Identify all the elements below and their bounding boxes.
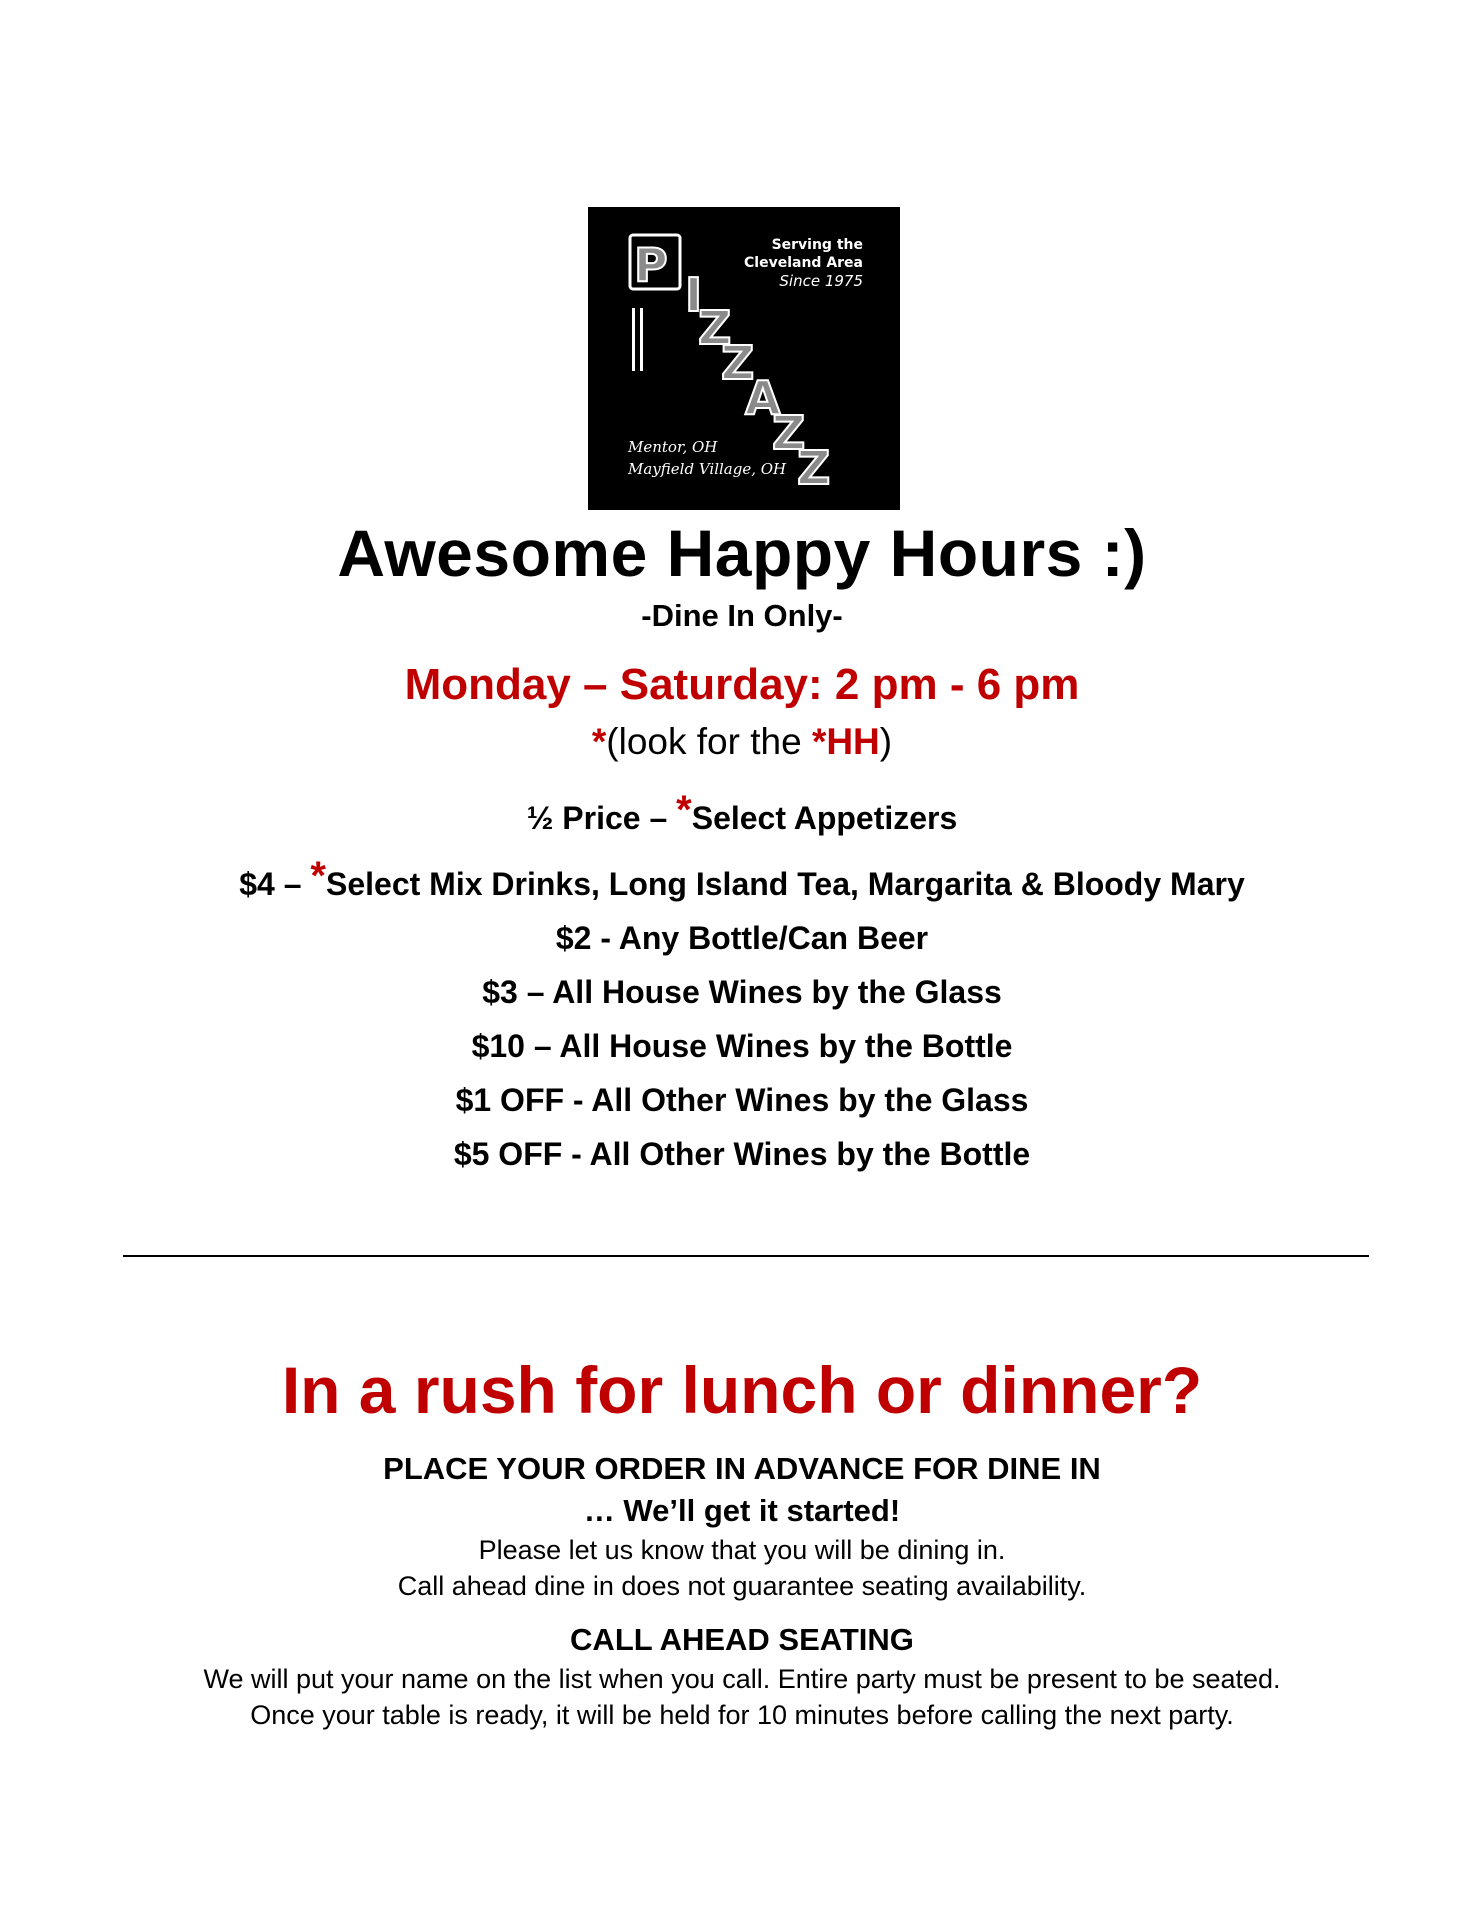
page-title: Awesome Happy Hours :) — [337, 516, 1147, 590]
rush-headline: In a rush for lunch or dinner? — [281, 1353, 1203, 1427]
special-item: $2 - Any Bottle/Can Beer — [555, 920, 929, 956]
divider — [123, 1255, 1369, 1257]
special-item: $3 – All House Wines by the Glass — [482, 974, 1002, 1010]
logo-letter: A — [745, 371, 781, 425]
logo-location: Mentor, OH — [628, 438, 718, 456]
special-text: Select Mix Drinks, Long Island Tea, Margarita & Bloody Mary — [326, 866, 1245, 902]
logo-letter: Z — [772, 406, 806, 460]
dine-in-only: -Dine In Only- — [641, 598, 843, 633]
hh-marker: *HH — [811, 721, 880, 762]
logo-tagline: Cleveland Area — [744, 255, 863, 271]
call-ahead-heading: CALL AHEAD SEATING — [570, 1622, 914, 1657]
special-item: $5 OFF - All Other Wines by the Bottle — [453, 1136, 1031, 1172]
logo-letter: Z — [698, 301, 732, 355]
logo-letter: I — [685, 268, 703, 322]
special-text: Select Appetizers — [691, 800, 958, 836]
asterisk-icon: * — [676, 788, 692, 832]
call-ahead-line: Once your table is ready, it will be held for 10 minutes before calling the next party. — [250, 1700, 1234, 1730]
look-for-text: (look for the — [606, 721, 812, 762]
logo-letter: P — [634, 238, 668, 292]
pizzazz-logo — [588, 207, 900, 510]
logo-tagline: Serving the — [771, 237, 863, 253]
seating-disclaimer: Call ahead dine in does not guarantee seating availability. — [397, 1571, 1087, 1601]
logo-tagline: Since 1975 — [779, 272, 863, 290]
logo-letter: Z — [797, 441, 831, 495]
special-price: $4 – — [239, 866, 311, 902]
special-item — [0, 854, 1484, 903]
special-item — [0, 788, 1484, 837]
place-order-heading: PLACE YOUR ORDER IN ADVANCE FOR DINE IN — [383, 1451, 1101, 1486]
look-for-close: ) — [879, 721, 893, 762]
call-ahead-line: We will put your name on the list when you call. Entire party must be present to be seated. — [203, 1664, 1281, 1694]
asterisk-icon: * — [591, 721, 607, 762]
happy-hour-times: Monday – Saturday: 2 pm - 6 pm — [404, 660, 1080, 709]
logo-letter: Z — [721, 336, 755, 390]
logo-location: Mayfield Village, OH — [628, 460, 787, 478]
asterisk-icon: * — [310, 854, 326, 898]
get-started-line: … We’ll get it started! — [583, 1493, 901, 1528]
dine-in-note: Please let us know that you will be dining in. — [478, 1535, 1006, 1565]
special-item: $10 – All House Wines by the Bottle — [471, 1028, 1013, 1064]
look-for-hh-note — [0, 721, 1484, 763]
special-price: ½ Price – — [526, 800, 677, 836]
special-item: $1 OFF - All Other Wines by the Glass — [455, 1082, 1029, 1118]
